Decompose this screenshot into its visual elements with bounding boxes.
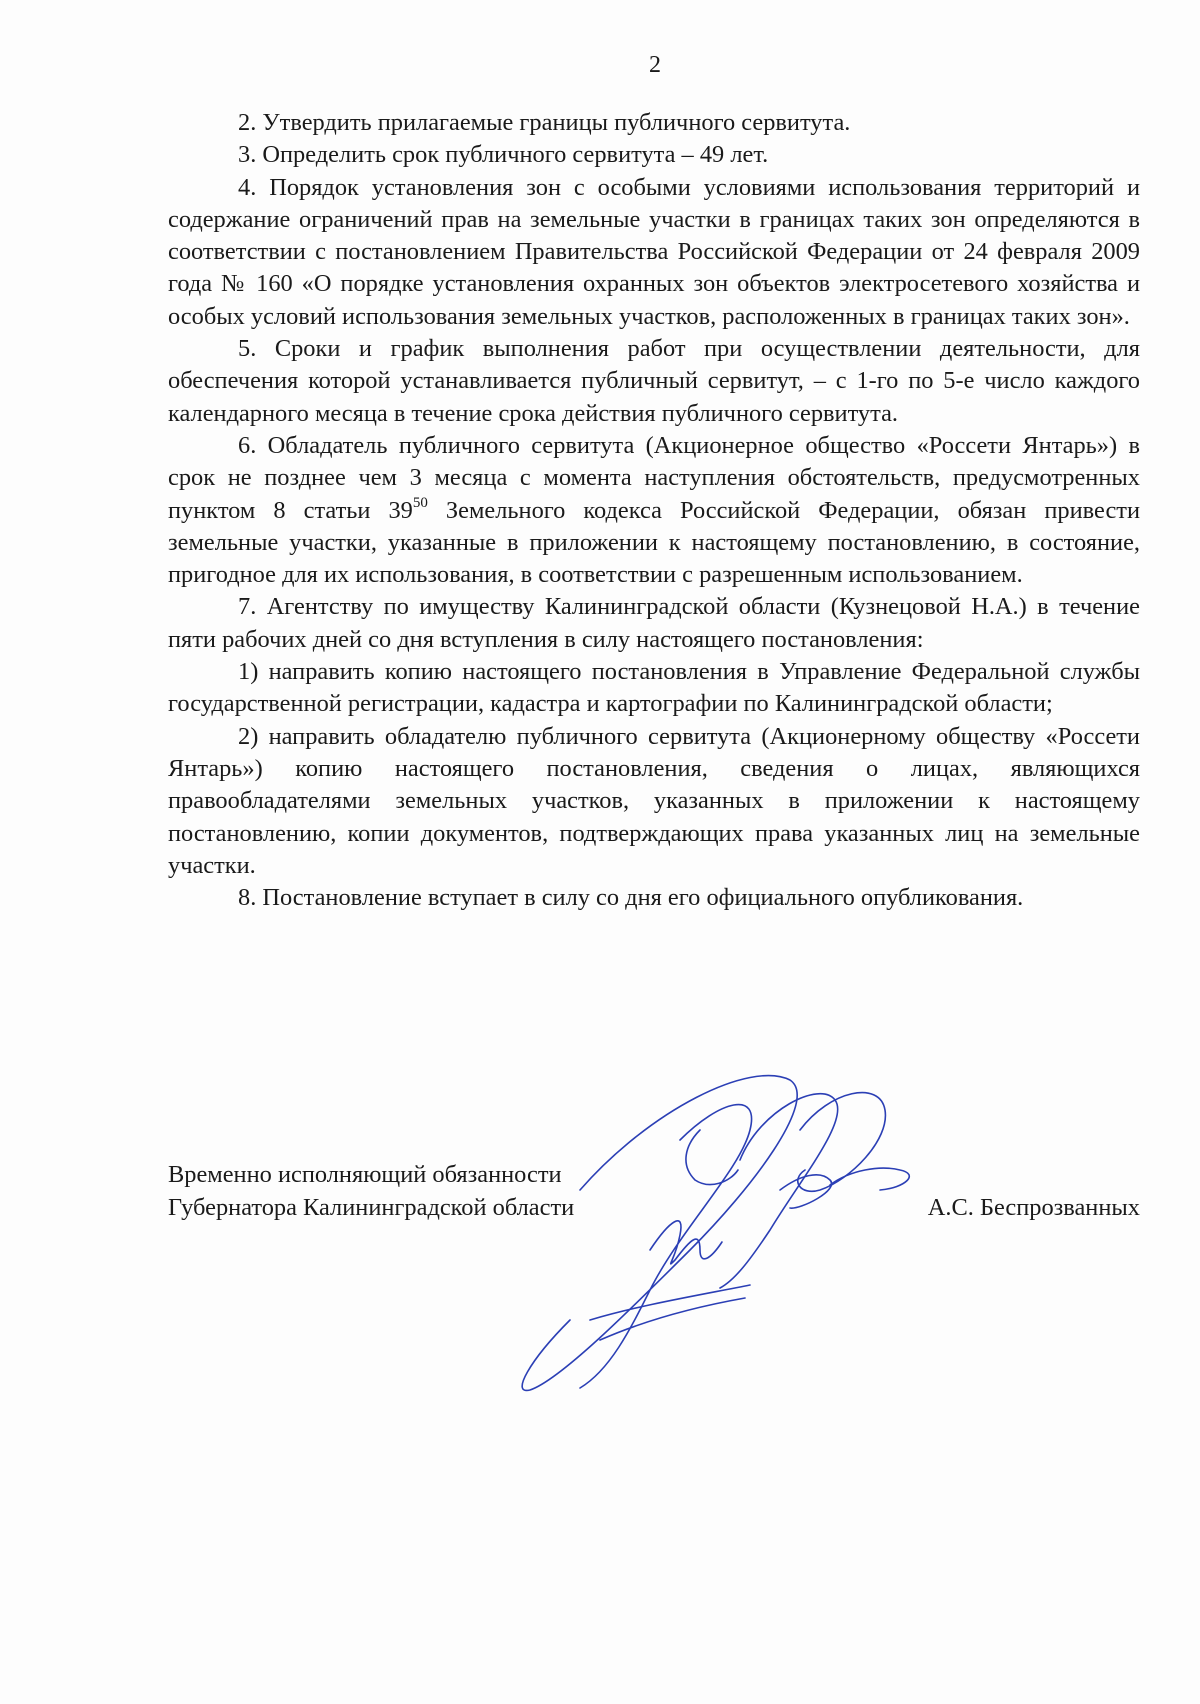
article-superscript: 50	[412, 495, 428, 512]
paragraph-7-item-2: 2) направить обладателю публичного сервитута (Акционерному обществу «Россети Янтарь») копию настоящего постановления, сведения о лицах, являющихся правообладателями земельных участков, указанных в приложении к настоящему постановлению, копии документов, подтверждающих права указанных лиц на земельные участки.	[168, 722, 1140, 879]
signatory-position-line-1: Временно исполняющий обязанности	[168, 1161, 562, 1188]
decree-body	[168, 107, 1140, 914]
paragraph-6-text-start: 6. Обладатель публичного сервитута (Акционерное общество «Россети Янтарь») в срок не позднее чем 3 месяца с момента наступления обстоятельств, предусмотренных пунктом 8 статьи 39	[168, 431, 1140, 524]
paragraph-8: 8. Постановление вступает в силу со дня его официального опубликования.	[238, 884, 1024, 912]
paragraph-7-item-1: 1) направить копию настоящего постановления в Управление Федеральной службы государственной регистрации, кадастра и картографии по Калининградской области;	[168, 658, 1140, 718]
paragraph-2: 2. Утвердить прилагаемые границы публичного сервитута.	[238, 109, 851, 136]
page-number: 2	[649, 52, 661, 78]
paragraph-7: 7. Агентству по имуществу Калининградской области (Кузнецовой Н.А.) в течение пяти рабочих дней со дня вступления в силу настоящего постановления:	[168, 593, 1140, 653]
paragraph-6-text-end: Земельного кодекса Российской Федерации, обязан привести земельные участки, указанные в приложении к настоящему постановлению, в состояние, пригодное для их использования, в соответствии с разрешенным использованием.	[168, 496, 1140, 589]
paragraph-4: 4. Порядок установления зон с особыми условиями использования территорий и содержание ограничений прав на земельные участки в границах таких зон определяются в соответствии с постановлением Правительства Российской Федерации от 24 февраля 2009 года № 160 «О порядке установления охранных зон объектов электросетевого хозяйства и особых условий использования земельных участков, расположенных в границах таких зон».	[168, 173, 1140, 330]
paragraph-3: 3. Определить срок публичного сервитута – 49 лет.	[238, 141, 769, 169]
paragraph-5: 5. Сроки и график выполнения работ при осуществлении деятельности, для обеспечения которой устанавливается публичный сервитут, – с 1-го по 5-е число каждого календарного месяца в течение срока действия публичного сервитута.	[168, 335, 1140, 427]
paragraph-6	[168, 430, 1140, 591]
handwritten-signature	[500, 1070, 1020, 1400]
signatory-position-line-2: Губернатора Калининградской области	[168, 1194, 575, 1221]
signatory-name: А.С. Беспрозванных	[927, 1194, 1140, 1221]
